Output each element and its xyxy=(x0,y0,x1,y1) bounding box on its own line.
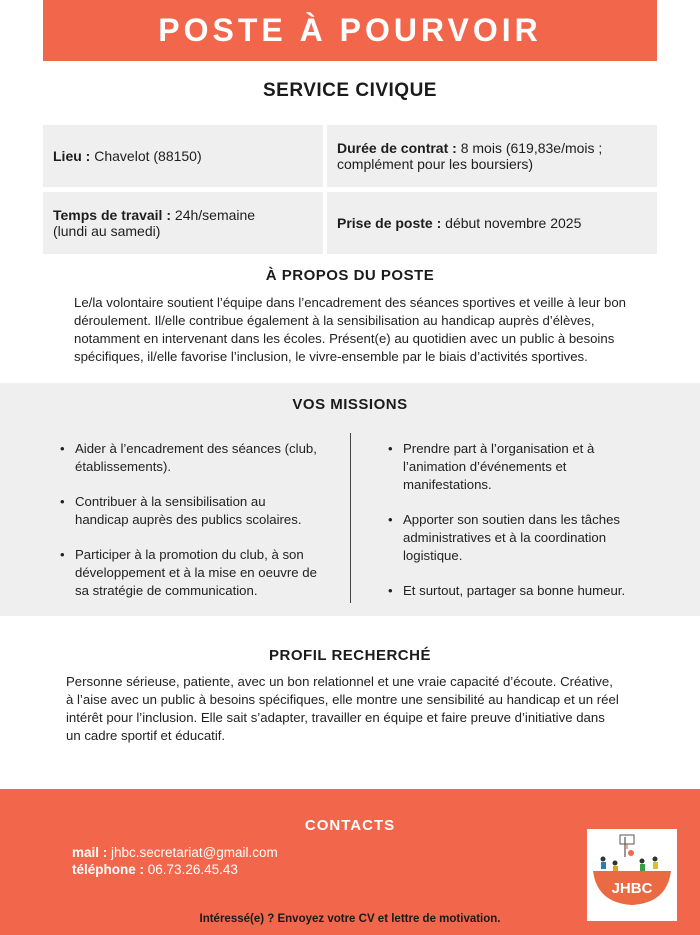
bullet-icon: • xyxy=(388,583,393,598)
about-line: déroulement. Il/elle contribue également à la sensibilisation au handicap auprès d’élèves, xyxy=(74,313,595,328)
mission-line: Aider à l’encadrement des séances (club, xyxy=(75,441,317,456)
contacts-title: CONTACTS xyxy=(304,817,396,834)
mission-line: Contribuer à la sensibilisation au xyxy=(75,494,266,509)
contact-phone-label: téléphone : xyxy=(72,862,145,877)
missions-divider xyxy=(350,433,351,603)
about-line: spécifiques, il/elle favorise l’inclusion, le vivre-ensemble par le biais d’activités sportives. xyxy=(74,349,588,364)
about-line: notamment en intervenant dans les écoles. Présent(e) au quotidien avec un public à besoins xyxy=(74,331,615,346)
bullet-icon: • xyxy=(388,441,393,456)
bullet-icon: • xyxy=(60,494,65,509)
about-line: Le/la volontaire soutient l’équipe dans l’encadrement des séances sportives et veille à leur bon xyxy=(74,295,627,310)
contact-mail xyxy=(72,845,278,860)
mission-item xyxy=(60,546,317,600)
missions-left-list xyxy=(60,440,317,617)
contact-phone-value[interactable]: 06.73.26.45.43 xyxy=(147,862,238,877)
info-duree-value: 8 mois (619,83e/mois ; xyxy=(460,140,603,156)
bullet-icon: • xyxy=(388,512,393,527)
info-prise-value: début novembre 2025 xyxy=(445,215,582,231)
club-logo-icon xyxy=(587,829,677,921)
mission-line: logistique. xyxy=(403,548,463,563)
profile-title: PROFIL RECHERCHÉ xyxy=(269,647,431,664)
page-subtitle: SERVICE CIVIQUE xyxy=(263,80,437,101)
profile-text xyxy=(66,673,619,745)
mission-line: manifestations. xyxy=(403,477,492,492)
missions-right-list xyxy=(388,440,625,617)
info-duree-value-2: complément pour les boursiers) xyxy=(337,156,534,172)
club-logo-text: JHBC xyxy=(611,880,653,897)
about-text xyxy=(74,294,626,366)
contact-mail-label: mail : xyxy=(72,845,108,860)
mission-line: administratives et à la coordination xyxy=(403,530,607,545)
profile-line: à l’aise avec un public à besoins spécifiques, elle montre une sensibilité au handicap et un réel xyxy=(66,692,619,707)
profile-line: intérêt pour l’inclusion. Elle sait s’adapter, travailler en équipe et faire preuve d’initiative dans xyxy=(66,710,605,725)
mission-item xyxy=(60,440,317,476)
mission-item xyxy=(388,511,625,565)
info-duree xyxy=(327,125,657,187)
missions-title: VOS MISSIONS xyxy=(292,396,408,413)
bullet-icon: • xyxy=(60,547,65,562)
mission-line: développement et à la mise en oeuvre de xyxy=(75,565,317,580)
profile-line: un cadre sportif et éducatif. xyxy=(66,728,226,743)
mission-line: Apporter son soutien dans les tâches xyxy=(403,512,620,527)
bullet-icon: • xyxy=(60,441,65,456)
mission-line: l’animation d’événements et xyxy=(403,459,567,474)
about-title: À PROPOS DU POSTE xyxy=(265,267,435,284)
mission-line: Prendre part à l’organisation et à xyxy=(403,441,595,456)
call-to-action: Intéressé(e) ? Envoyez votre CV et lettre de motivation. xyxy=(199,913,501,925)
info-temps xyxy=(43,192,323,254)
mission-item xyxy=(60,493,317,529)
info-lieu-value: Chavelot (88150) xyxy=(94,148,202,164)
mission-line: handicap auprès des publics scolaires. xyxy=(75,512,302,527)
mission-line: Et surtout, partager sa bonne humeur. xyxy=(403,583,626,598)
contact-phone xyxy=(72,862,238,877)
mission-line: sa stratégie de communication. xyxy=(75,583,258,598)
info-temps-value-2: (lundi au samedi) xyxy=(53,223,161,239)
mission-line: Participer à la promotion du club, à son xyxy=(75,547,304,562)
info-prise-label: Prise de poste : xyxy=(337,215,442,231)
page-title: POSTE À POURVOIR xyxy=(43,0,657,61)
info-prise xyxy=(327,192,657,254)
club-logo xyxy=(587,829,677,921)
mission-item xyxy=(388,582,625,600)
mission-item xyxy=(388,440,625,494)
info-lieu xyxy=(43,125,323,187)
info-temps-label: Temps de travail : xyxy=(53,207,172,223)
info-lieu-label: Lieu : xyxy=(53,148,91,164)
contact-mail-value[interactable]: jhbc.secretariat@gmail.com xyxy=(111,845,278,860)
mission-line: établissements). xyxy=(75,459,172,474)
profile-line: Personne sérieuse, patiente, avec un bon relationnel et une vraie capacité d’écoute. Créative, xyxy=(66,674,613,689)
info-temps-value: 24h/semaine xyxy=(174,207,256,223)
info-duree-label: Durée de contrat : xyxy=(337,140,457,156)
